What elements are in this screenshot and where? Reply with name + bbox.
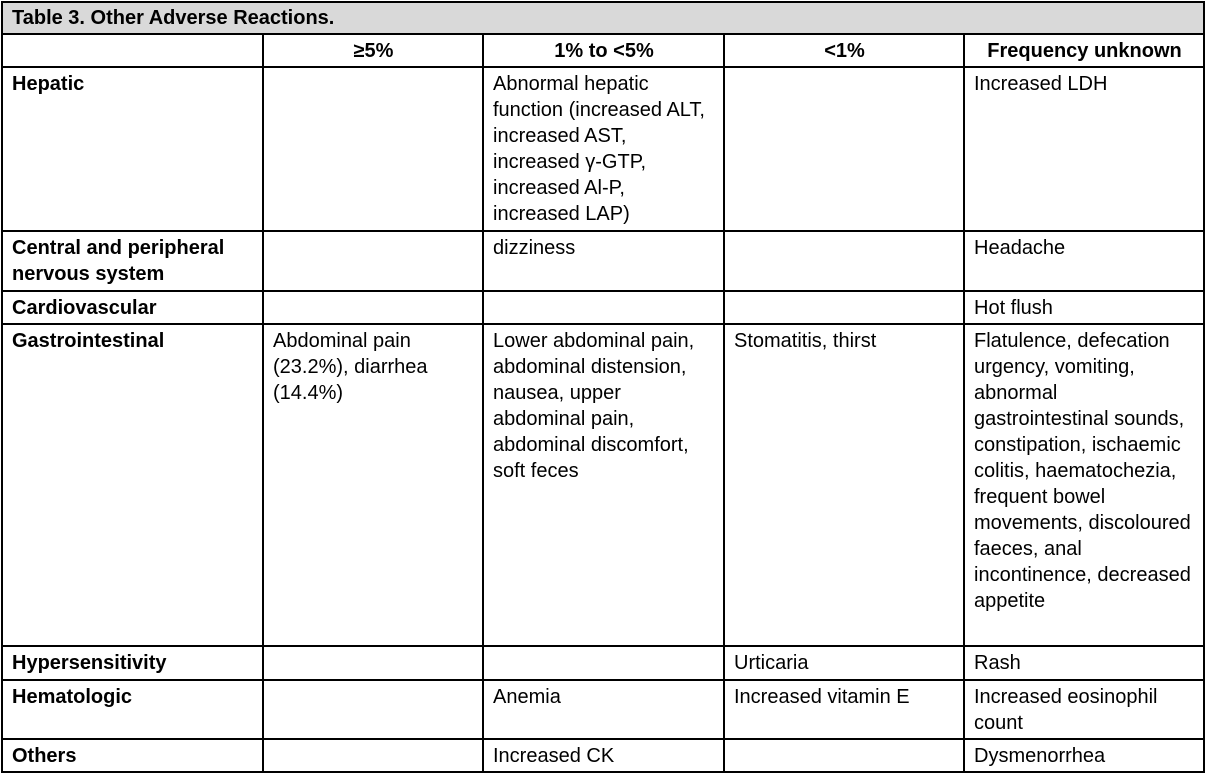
cell-frequency-unknown: Hot flush bbox=[964, 291, 1204, 324]
cell-frequency-unknown: Increased eosinophil count bbox=[964, 680, 1204, 739]
cell-1-to-5 bbox=[483, 646, 724, 680]
cell-frequency-unknown: Rash bbox=[964, 646, 1204, 680]
table-title-row bbox=[2, 2, 1204, 34]
cell-lt1 bbox=[724, 67, 964, 231]
cell-1-to-5 bbox=[483, 291, 724, 324]
row-category: Central and peripheral nervous system bbox=[2, 231, 263, 291]
cell-ge5 bbox=[263, 680, 483, 739]
cell-lt1 bbox=[724, 291, 964, 324]
cell-1-to-5: Lower abdominal pain, abdominal distension, nausea, upper abdominal pain, abdominal discomfort, soft feces bbox=[483, 324, 724, 646]
cell-1-to-5: Abnormal hepatic function (increased ALT, increased AST, increased γ-GTP, increased Al-P, increased LAP) bbox=[483, 67, 724, 231]
cell-frequency-unknown: Headache bbox=[964, 231, 1204, 291]
row-category: Others bbox=[2, 739, 263, 772]
table-row bbox=[2, 739, 1204, 772]
adverse-reactions-table bbox=[1, 1, 1205, 773]
cell-1-to-5: dizziness bbox=[483, 231, 724, 291]
header-category bbox=[2, 34, 263, 67]
header-1-to-5: 1% to <5% bbox=[483, 34, 724, 67]
cell-ge5 bbox=[263, 646, 483, 680]
row-category: Hematologic bbox=[2, 680, 263, 739]
cell-1-to-5: Anemia bbox=[483, 680, 724, 739]
cell-frequency-unknown: Flatulence, defecation urgency, vomiting, abnormal gastrointestinal sounds, constipation, ischaemic colitis, haematochezia, frequent bowel movements, discoloured faeces, anal incontinence, decreased appetite bbox=[964, 324, 1204, 646]
cell-lt1: Urticaria bbox=[724, 646, 964, 680]
table-title: Table 3. Other Adverse Reactions. bbox=[2, 2, 1204, 34]
cell-1-to-5: Increased CK bbox=[483, 739, 724, 772]
row-category: Hypersensitivity bbox=[2, 646, 263, 680]
table-row bbox=[2, 291, 1204, 324]
table-row bbox=[2, 680, 1204, 739]
table-row bbox=[2, 231, 1204, 291]
cell-ge5 bbox=[263, 291, 483, 324]
header-frequency-unknown: Frequency unknown bbox=[964, 34, 1204, 67]
header-ge5: ≥5% bbox=[263, 34, 483, 67]
row-category: Hepatic bbox=[2, 67, 263, 231]
cell-lt1: Increased vitamin E bbox=[724, 680, 964, 739]
cell-frequency-unknown: Dysmenorrhea bbox=[964, 739, 1204, 772]
table-row bbox=[2, 646, 1204, 680]
cell-ge5 bbox=[263, 231, 483, 291]
cell-lt1: Stomatitis, thirst bbox=[724, 324, 964, 646]
table-header-row bbox=[2, 34, 1204, 67]
cell-lt1 bbox=[724, 231, 964, 291]
cell-ge5 bbox=[263, 67, 483, 231]
table-row bbox=[2, 67, 1204, 231]
header-lt1: <1% bbox=[724, 34, 964, 67]
cell-frequency-unknown: Increased LDH bbox=[964, 67, 1204, 231]
cell-lt1 bbox=[724, 739, 964, 772]
cell-ge5 bbox=[263, 739, 483, 772]
row-category: Gastrointestinal bbox=[2, 324, 263, 646]
cell-ge5: Abdominal pain (23.2%), diarrhea (14.4%) bbox=[263, 324, 483, 646]
table-row bbox=[2, 324, 1204, 646]
row-category: Cardiovascular bbox=[2, 291, 263, 324]
